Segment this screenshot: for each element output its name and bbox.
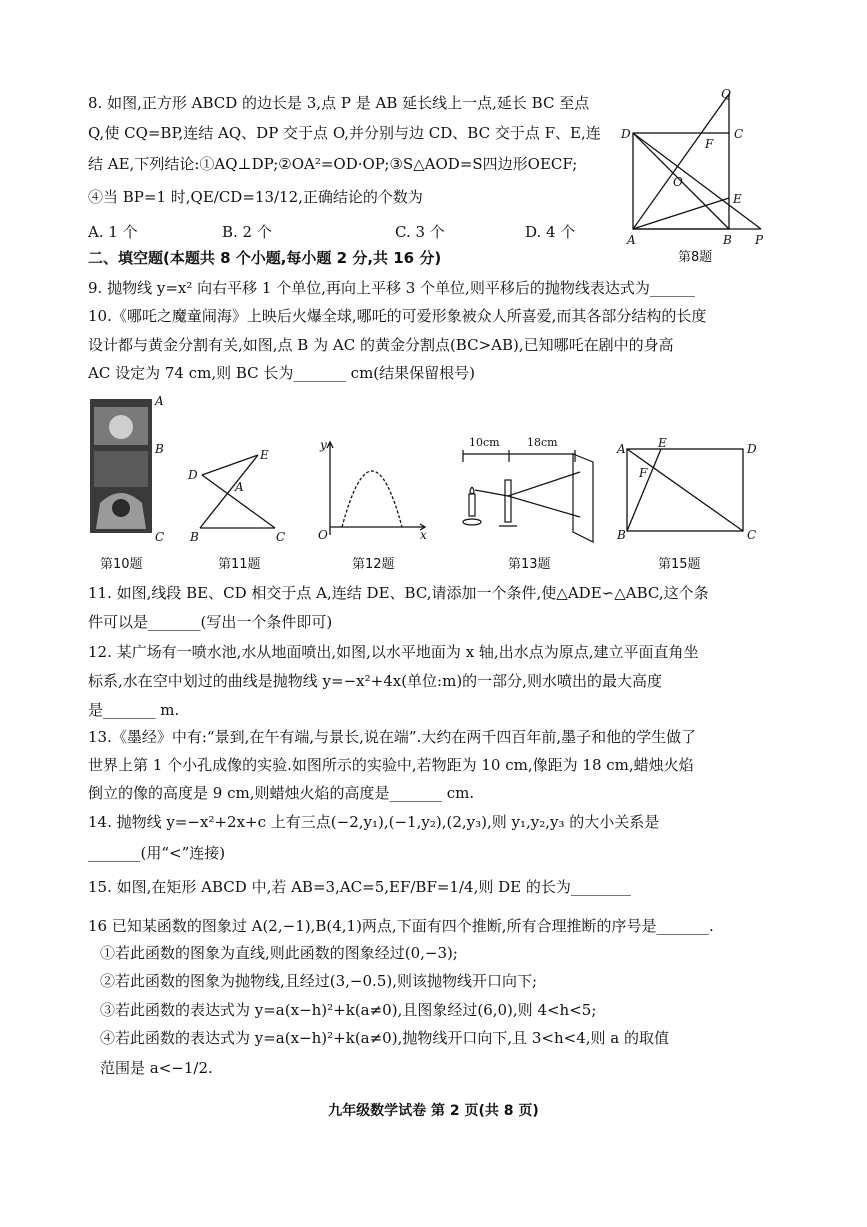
- fig15-label-f: F: [639, 466, 648, 480]
- fig15-label-d: D: [747, 442, 757, 456]
- q15-text: 15. 如图,在矩形 ABCD 中,若 AB=3,AC=5,EF/BF=1/4,则 DE 的长为________: [88, 878, 631, 896]
- fig15-caption: 第15题: [658, 557, 701, 572]
- q8-option-a: A. 1 个: [88, 223, 138, 241]
- fig8-label-q: Q: [721, 88, 731, 101]
- fig8-caption: 第8题: [678, 250, 713, 265]
- figure-13: [455, 432, 605, 547]
- q13-line2: 世界上第 1 个小孔成像的实验.如图所示的实验中,若物距为 10 cm,像距为 18 cm,蜡烛火焰: [88, 756, 694, 774]
- figure-10-nezha-image: [86, 393, 166, 543]
- fig8-label-a: A: [627, 233, 636, 247]
- q8-option-d: D. 4 个: [525, 223, 576, 241]
- page-footer: 九年级数学试卷 第 2 页(共 8 页): [328, 1103, 539, 1119]
- q8-line4: ④当 BP=1 时,QE/CD=13/12,正确结论的个数为: [88, 188, 423, 206]
- q10-line1: 10.《哪吒之魔童闹海》上映后火爆全球,哪吒的可爱形象被众人所喜爱,而其各部分结构的长度: [88, 307, 707, 325]
- q11-line2: 件可以是_______(写出一个条件即可): [88, 613, 333, 631]
- fig15-label-e: E: [658, 437, 667, 450]
- fig11-label-b: B: [190, 530, 199, 544]
- fig13-label-10cm: 10cm: [469, 436, 500, 449]
- fig12-caption: 第12题: [352, 557, 395, 572]
- fig13-label-18cm: 18cm: [527, 436, 558, 449]
- fig11-label-c: C: [276, 530, 286, 544]
- fig8-label-d: D: [621, 127, 631, 141]
- fig12-label-o: O: [318, 528, 328, 542]
- q8-option-c: C. 3 个: [395, 223, 445, 241]
- q16-line4: ③若此函数的表达式为 y=a(x−h)²+k(a≠0),且图象经过(6,0),则 4<h<5;: [100, 1001, 597, 1019]
- fig15-label-a: A: [617, 442, 626, 456]
- fig15-label-c: C: [747, 528, 757, 542]
- q16-line1: 16 已知某函数的图象过 A(2,−1),B(4,1)两点,下面有四个推断,所有合理推断的序号是_______.: [88, 917, 714, 935]
- q8-line2: Q,使 CQ=BP,连结 AQ、DP 交于点 O,并分别与边 CD、BC 交于点 F、E,连: [88, 124, 601, 142]
- q13-line1: 13.《墨经》中有:“景到,在午有端,与景长,说在端”.大约在两千四百年前,墨子和他的学生做了: [88, 728, 697, 746]
- figure-8: [615, 88, 775, 248]
- fig10-caption: 第10题: [100, 557, 143, 572]
- q14-line1: 14. 抛物线 y=−x²+2x+c 上有三点(−2,y₁),(−1,y₂),(2,y₃),则 y₁,y₂,y₃ 的大小关系是: [88, 813, 660, 831]
- q8-line1: 8. 如图,正方形 ABCD 的边长是 3,点 P 是 AB 延长线上一点,延长 BC 至点: [88, 94, 590, 112]
- q11-line1: 11. 如图,线段 BE、CD 相交于点 A,连结 DE、BC,请添加一个条件,使△ADE∽△ABC,这个条: [88, 584, 709, 602]
- fig11-label-e: E: [260, 448, 269, 462]
- q12-line2: 标系,水在空中划过的曲线是抛物线 y=−x²+4x(单位:m)的一部分,则水喷出的最大高度: [88, 672, 662, 690]
- q8-option-b: B. 2 个: [222, 223, 272, 241]
- fig13-caption: 第13题: [508, 557, 551, 572]
- q10-line2: 设计都与黄金分割有关,如图,点 B 为 AC 的黄金分割点(BC>AB),已知哪吒在剧中的身高: [88, 336, 674, 354]
- fig11-label-a: A: [235, 480, 244, 494]
- q16-line3: ②若此函数的图象为抛物线,且经过(3,−0.5),则该抛物线开口向下;: [100, 972, 538, 990]
- figure-15: [615, 437, 765, 545]
- fig10-label-a: A: [155, 394, 164, 408]
- fig10-label-b: B: [155, 442, 164, 456]
- q10-line3: AC 设定为 74 cm,则 BC 长为_______ cm(结果保留根号): [88, 364, 476, 382]
- q16-line5: ④若此函数的表达式为 y=a(x−h)²+k(a≠0),抛物线开口向下,且 3<h<4,则 a 的取值: [100, 1029, 670, 1047]
- q13-line3: 倒立的像的高度是 9 cm,则蜡烛火焰的高度是_______ cm.: [88, 784, 475, 802]
- q8-line3: 结 AE,下列结论:①AQ⊥DP;②OA²=OD·OP;③S△AOD=S四边形OECF;: [88, 155, 578, 173]
- q14-line2: _______(用“<”连接): [88, 844, 226, 862]
- fig15-label-b: B: [617, 528, 626, 542]
- fig8-label-p: P: [755, 233, 764, 247]
- fig8-label-c: C: [734, 127, 744, 141]
- q12-line3: 是_______ m.: [88, 701, 180, 719]
- fig8-label-b: B: [723, 233, 732, 247]
- figure-11: [180, 445, 290, 545]
- q9-text: 9. 抛物线 y=x² 向右平移 1 个单位,再向上平移 3 个单位,则平移后的抛物线表达式为______: [88, 279, 695, 297]
- section2-title: 二、填空题(本题共 8 个小题,每小题 2 分,共 16 分): [88, 249, 442, 267]
- fig12-label-x: x: [420, 528, 427, 542]
- fig11-label-d: D: [188, 468, 198, 482]
- q12-line1: 12. 某广场有一喷水池,水从地面喷出,如图,以水平地面为 x 轴,出水点为原点,建立平面直角坐: [88, 643, 699, 661]
- q16-line6: 范围是 a<−1/2.: [100, 1059, 213, 1077]
- fig12-label-y: y: [320, 438, 327, 452]
- figure-12: [312, 435, 432, 545]
- q16-line2: ①若此函数的图象为直线,则此函数的图象经过(0,−3);: [100, 944, 458, 962]
- fig10-label-c: C: [155, 530, 165, 543]
- fig8-label-o: O: [673, 175, 683, 189]
- fig8-label-f: F: [705, 137, 714, 151]
- fig8-label-e: E: [733, 192, 742, 206]
- fig11-caption: 第11题: [218, 557, 261, 572]
